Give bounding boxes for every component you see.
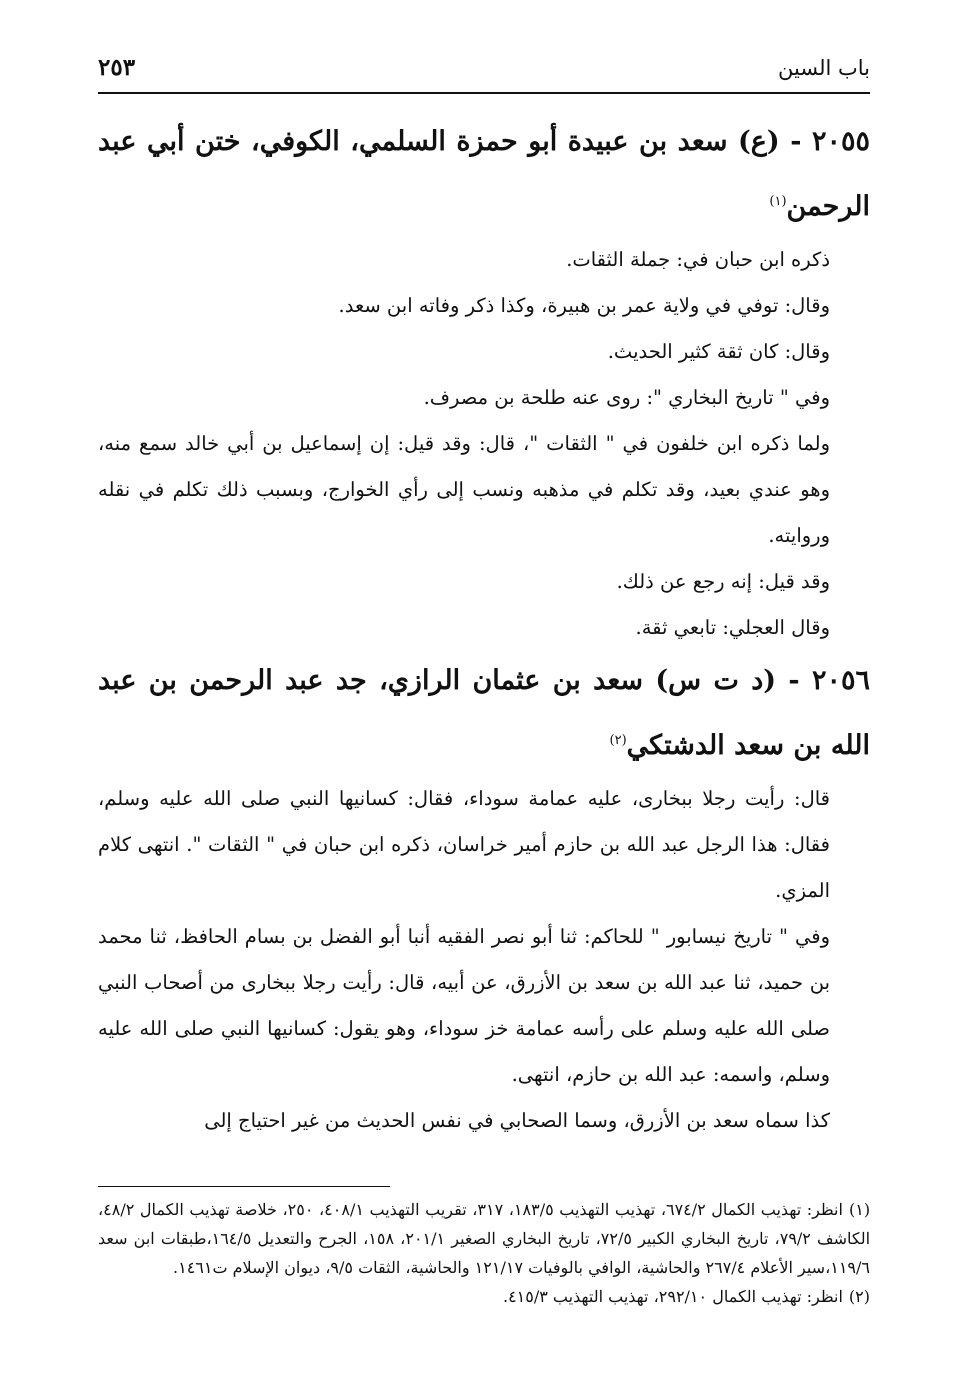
footnote-text: انظر: تهذيب الكمال ٦٧٤/٢، تهذيب التهذيب ١٨٣/٥، ٣١٧، تقريب التهذيب ٤٠٨/١، ٢٥٠، خلاصة تهذيب الكمال ٤٨/٢، الكاشف ٧٩/٢، تاريخ البخاري الكبير ٧٢/٥، تاريخ البخاري الصغير ٢٠١/١، ١٥٨، الجرح والتعديل ١٦٤/٥،طبقات ابن سعد ١١٩/٦،سير الأعلام ٢٦٧/٤ والحاشية، الوافي بالوفيات ١٢١/١٧ والحاشية، الثقات ٩/٥، ديوان الإسلام ت١٤٦١. [98,1200,871,1277]
running-title: باب السين [778,56,870,80]
entry-paragraph: وفي " تاريخ نيسابور " للحاكم: ثنا أبو نصر الفقيه أنبا أبو الفضل بن بسام الحافظ، ثنا محمد بن حميد، ثنا عبد الله بن سعد بن الأزرق، عن أبيه، قال: رأيت رجلا ببخارى من أصحاب النبي صلى الله عليه وسلم على رأسه عمامة خز سوداء، وهو يقول: كسانيها النبي صلى الله عليه وسلم، واسمه: عبد الله بن حازم، انتهى. [98,925,830,1086]
entry-heading-text: ٢٠٥٦ - (د ت س) سعد بن عثمان الرازي، جد عبد الرحمن بن عبد الله بن سعد الدشتكي [98,665,870,761]
footnote-number: (١) [848,1200,871,1219]
entry-paragraph: كذا سماه سعد بن الأزرق، وسما الصحابي في نفس الحديث من غير احتياج إلى [204,1109,830,1132]
footnote-divider [98,1186,390,1187]
footnote-2 [98,1282,870,1311]
entry-paragraph: وقال: كان ثقة كثير الحديث. [607,340,830,363]
footnote-number: (٢) [848,1287,870,1306]
entry-paragraph: قال: رأيت رجلا ببخارى، عليه عمامة سوداء، فقال: كسانيها النبي صلى الله عليه وسلم، فقال: هذا الرجل عبد الله بن حازم أمير خراسان، ذكره ابن حبان في " الثقات ". انتهى كلام المزي. [98,787,830,902]
entry-heading-2056 [98,651,870,776]
footnote-1 [98,1195,870,1282]
footnote-text: انظر: تهذيب الكمال ٢٩٢/١٠، تهذيب التهذيب ٤١٥/٣. [502,1287,843,1306]
entry-heading-2055 [98,112,870,237]
entry-paragraph: وقال: توفي في ولاية عمر بن هبيرة، وكذا ذكر وفاته ابن سعد. [338,294,830,317]
entry-heading-text: ٢٠٥٥ - (ع) سعد بن عبيدة أبو حمزة السلمي، الكوفي، ختن أبي عبد الرحمن [98,126,870,222]
entry-paragraph: ذكره ابن حبان في: جملة الثقات. [566,248,830,271]
page-number: ٢٥٣ [98,54,136,81]
entry-paragraph: ولما ذكره ابن خلفون في " الثقات "، قال: وقد قيل: إن إسماعيل بن أبي خالد سمع منه، وهو عندي بعيد، وقد تكلم في مذهبه ونسب إلى رأي الخوارج، وبسبب ذلك تكلم في نقله وروايته. [98,432,830,547]
footnote-ref-2[interactable]: (٢) [609,733,627,748]
footnote-ref-1[interactable]: (١) [769,194,787,209]
entry-paragraph: وقال العجلي: تابعي ثقة. [635,616,830,639]
page-header [98,40,870,94]
entry-paragraph: وقد قيل: إنه رجع عن ذلك. [616,570,830,593]
book-page [98,40,870,1340]
footnotes-section [98,1186,870,1311]
entry-paragraph: وفي " تاريخ البخاري ": روى عنه طلحة بن مصرف. [423,386,830,409]
